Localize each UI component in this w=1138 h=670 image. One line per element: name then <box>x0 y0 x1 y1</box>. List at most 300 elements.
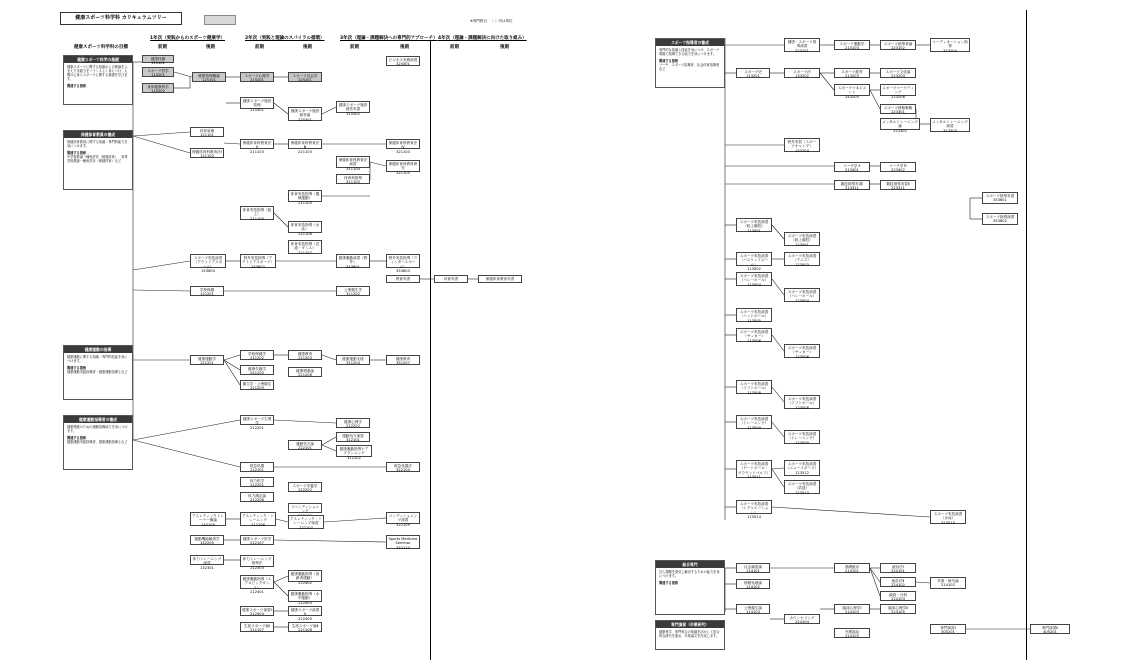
course-box <box>142 55 174 66</box>
goal-heading: 健康スポーツ科学科の目標 <box>74 45 128 50</box>
connector-line <box>133 261 190 270</box>
course-name: 介護福祉 <box>844 630 860 634</box>
course-name: スポーツ実技演習（バレーボール） <box>787 290 817 299</box>
connector-line <box>870 90 880 109</box>
course-name: 保健体育科教育法演習 <box>338 158 368 167</box>
course-code: 221106 <box>298 231 312 236</box>
course-code: 221203 <box>298 356 312 361</box>
course-name: スポーツ経営 <box>841 70 863 74</box>
course-name: 学校保健学 <box>248 352 266 356</box>
course-code: 223402 <box>891 168 905 173</box>
course-box <box>190 512 226 526</box>
course-box <box>190 148 224 158</box>
course-code: 353603 <box>396 269 410 274</box>
course-code: 223311 <box>891 186 905 191</box>
connector-line <box>772 335 784 351</box>
course-name: 公衆衛生学 <box>344 288 362 292</box>
goal-panel-description: 健康増進のための運動指導能力を身につけます。 <box>67 425 128 433</box>
course-box <box>834 180 870 190</box>
course-box <box>336 101 370 116</box>
course-code: 313515 <box>941 520 955 525</box>
course-box <box>930 577 966 589</box>
connector-line <box>772 387 784 402</box>
course-box <box>784 38 820 52</box>
course-code: 113504 <box>747 282 761 287</box>
course-box <box>736 563 770 573</box>
course-box <box>288 240 322 254</box>
course-name: 救急処置法 <box>394 464 412 468</box>
course-code: 222101 <box>298 446 312 451</box>
goal-panel-description: 自ら課題を発見し解決するための能力を身につけます。 <box>659 570 720 578</box>
course-box <box>240 350 274 360</box>
course-code: 311204 <box>346 361 360 366</box>
course-name: ビジネス実務演習 <box>388 58 418 62</box>
course-code: 223101 <box>795 48 809 53</box>
course-code: 351207 <box>396 361 410 366</box>
connector-line <box>870 568 880 582</box>
course-code: 222202 <box>298 488 312 493</box>
course-code: 214102 <box>941 583 955 588</box>
course-box <box>736 252 772 272</box>
course-name: コンディショニング演習 <box>388 514 418 523</box>
course-code: 113501 <box>747 228 761 233</box>
connector-line <box>274 103 288 114</box>
course-box <box>880 84 916 99</box>
goal-panel-description: 健康運動に関する知識・専門的技能を身につけます。 <box>67 355 128 363</box>
course-box <box>834 604 870 614</box>
course-code: 113509 <box>747 425 761 430</box>
connector-line <box>133 290 190 291</box>
course-code: 212101 <box>250 468 264 473</box>
course-box <box>288 107 322 121</box>
course-name: スポーツ実技演習（陸上競技） <box>787 234 817 243</box>
goal-panel-description: 専門的な知識と技能を身につけ、スポーツ現場で指導できる能力を身につけます。 <box>659 48 720 56</box>
course-name: 野外実技指導（アウトドアスポーツ） <box>242 256 274 265</box>
course-box <box>386 535 420 549</box>
course-code: 215301 <box>250 107 264 112</box>
course-name: 社会調査論 <box>744 565 762 569</box>
course-box <box>288 503 322 513</box>
course-name: スポーツ実技演習（ゲートボール・グラウンドゴルフ） <box>738 462 771 475</box>
course-code: 114101 <box>746 569 760 574</box>
term-y4-second: 後期 <box>500 45 509 50</box>
course-box <box>930 624 966 634</box>
course-box <box>880 68 916 78</box>
course-name: 健康運動演習（野外） <box>338 256 368 265</box>
course-name: スポーツ文化論 <box>885 70 911 74</box>
course-code: 313303 <box>943 128 957 133</box>
course-name: 健康スポーツ演習Ⅰ <box>242 608 272 612</box>
course-box <box>386 462 420 472</box>
goal-panel-title: 健康運動指導者の養成 <box>64 416 132 423</box>
course-box <box>142 67 174 77</box>
course-code: 322104 <box>396 468 410 473</box>
course-code: 353601 <box>993 198 1007 203</box>
course-box <box>288 482 322 492</box>
course-box <box>240 380 274 390</box>
course-box <box>1030 624 1070 634</box>
goal-panel-body <box>656 628 724 640</box>
course-code: 212206 <box>250 498 264 503</box>
course-code: 221206 <box>298 373 312 378</box>
course-code: 153604 <box>201 269 215 274</box>
course-box <box>736 380 772 394</box>
course-name: スポーツ心理学 <box>244 74 270 78</box>
course-code: 243602 <box>251 264 265 269</box>
course-box <box>880 104 916 114</box>
course-name: リコンディショニング <box>290 505 320 514</box>
connector-line <box>772 422 784 437</box>
course-code: 221209 <box>250 386 264 391</box>
course-name: アスレティック・トレーニング演習 <box>290 517 322 526</box>
course-name: 保健体育科教育法Ⅰ <box>192 150 222 154</box>
course-name: 救急処置 <box>249 464 265 468</box>
connector-line <box>870 568 880 596</box>
course-box <box>834 162 870 172</box>
course-box <box>784 460 820 476</box>
course-box <box>240 254 276 268</box>
course-name: 臨床心理学Ⅱ <box>888 606 908 610</box>
term-y3-first: 前期 <box>350 45 359 50</box>
course-name: スポーツ史 <box>744 70 762 74</box>
goal-panel-qual-label: 関連する資格 <box>659 581 679 585</box>
course-name: スポーツ実技演習（ソフトボール） <box>739 382 769 391</box>
year-1-heading: 1年次（実践からのスポーツ健康学） <box>150 36 225 41</box>
course-box <box>784 68 820 78</box>
course-box <box>288 622 322 632</box>
course-box <box>386 139 420 154</box>
course-name: 統計法Ⅱ <box>891 579 905 583</box>
course-box <box>288 440 322 450</box>
course-name: コーチ学Ａ <box>843 164 861 168</box>
course-code: 221103 <box>298 149 312 154</box>
course-name: 統計法Ⅰ <box>892 565 904 569</box>
course-name: 保健体育科教育法Ⅳ <box>388 141 418 150</box>
course-box <box>736 308 772 322</box>
course-box <box>834 628 870 638</box>
course-code: 214101 <box>845 569 859 574</box>
course-name: 体力トレーニング演習 <box>192 557 222 566</box>
goal-panel <box>655 38 725 88</box>
connector-line <box>274 420 336 423</box>
course-name: スポーツ実技演習（ハンドボール） <box>739 310 769 319</box>
course-box <box>190 286 224 296</box>
goal-panel-qual-label: 関連する資格 <box>67 436 87 440</box>
course-name: カウンセリング <box>789 616 815 620</box>
course-box <box>288 350 322 360</box>
course-box <box>336 355 370 365</box>
course-box <box>240 622 274 632</box>
course-name: 臨床心理学Ⅰ <box>842 606 862 610</box>
course-box <box>336 432 370 442</box>
course-box <box>478 275 522 283</box>
connector-line <box>916 582 930 583</box>
course-code: 223302 <box>893 128 907 133</box>
term-y4-first: 前期 <box>450 45 459 50</box>
course-box <box>784 252 820 266</box>
course-code: 224104 <box>795 620 809 625</box>
course-code: 312101 <box>346 438 360 443</box>
course-code: 113506 <box>747 338 761 343</box>
goal-panel-qualifications: 健康運動実践指導者・健康運動指導士など <box>67 370 128 374</box>
goal-panel <box>63 55 133 105</box>
connector-line <box>274 582 288 596</box>
course-box <box>288 367 322 377</box>
course-code: 215201 <box>250 78 264 83</box>
connector-line <box>772 279 784 295</box>
course-name: 基礎統計 <box>844 565 860 569</box>
course-name: アスレティックトレーナー概論 <box>192 514 224 523</box>
course-name: スポーツ実技演習（バレーボール） <box>739 274 769 283</box>
course-name: 健康増進論 <box>296 369 314 373</box>
course-box <box>386 275 420 283</box>
course-code: 315302 <box>346 111 360 116</box>
course-name: 運動処方論 <box>296 442 314 446</box>
course-name: メンタルトレーニング論 <box>882 120 918 129</box>
course-name: 体育実技指導（陸上） <box>242 208 272 217</box>
course-name: 生涯スポーツ論Ⅱ <box>291 624 319 628</box>
course-box <box>288 221 322 236</box>
course-code: 221108 <box>298 628 312 633</box>
course-box <box>736 415 772 429</box>
course-code: 113201 <box>746 74 760 79</box>
course-code: 113514 <box>747 515 761 520</box>
course-code: 222107 <box>299 525 313 530</box>
course-name: スポーツマーケティング <box>882 86 914 95</box>
course-name: 公衆衛生論 <box>744 606 762 610</box>
course-name: スポーツ実技演習（サッカー） <box>739 330 769 339</box>
course-name: 健康スポーツ施設経営論 <box>290 109 320 118</box>
course-code: 211105 <box>250 216 264 221</box>
course-code: 211107 <box>250 628 264 633</box>
course-box <box>192 72 226 82</box>
goal-panel <box>63 130 133 190</box>
course-box <box>834 563 870 573</box>
course-code: 214105 <box>845 634 859 639</box>
course-box <box>336 156 370 171</box>
course-code: 123503 <box>795 262 809 267</box>
connector-line <box>274 540 386 542</box>
connector-line <box>370 162 386 166</box>
course-code: 212202 <box>346 424 360 429</box>
connector-line <box>772 507 930 517</box>
goal-panel-body <box>64 423 132 446</box>
term-y1-first: 前期 <box>158 45 167 50</box>
course-code: 222403 <box>298 600 312 605</box>
course-code: 211105 <box>298 200 312 205</box>
course-name: 情報処理論 <box>744 581 762 585</box>
course-code: 115201 <box>151 73 165 78</box>
course-name: スポーツ実技演習（アウトドアスポーツ） <box>193 256 223 269</box>
course-box <box>336 445 372 460</box>
course-code: 142205 <box>200 541 214 546</box>
course-code: 115202 <box>151 89 165 94</box>
course-box <box>880 118 920 133</box>
course-name: スポーツ実技演習（サッカー） <box>787 346 817 355</box>
course-code: 223301 <box>891 110 905 115</box>
course-name: 健康教育 <box>297 352 313 356</box>
course-box <box>240 535 274 545</box>
course-code: 115101 <box>151 61 165 66</box>
course-name: 保健体育科教育法Ⅲ <box>290 141 320 150</box>
course-name: スポーツ実技演習（バスケットボール） <box>739 254 769 267</box>
connector-line <box>772 225 784 239</box>
connector-line <box>133 440 240 467</box>
course-code: 352110 <box>396 545 410 550</box>
course-code: 123504 <box>795 298 809 303</box>
course-name: スポーツ実技演習（水泳） <box>933 512 963 521</box>
course-box <box>736 579 770 589</box>
course-code: 113502 <box>747 267 761 272</box>
course-box <box>240 365 274 375</box>
course-name: 健康運動指導（水中運動） <box>290 592 320 601</box>
course-name: 運動処方演習 <box>342 434 364 438</box>
unit-note: ※専門教目：（ ）内は単位 <box>470 19 513 23</box>
course-code: 223206 <box>891 94 905 99</box>
goal-panel-title: スポーツ指導者の養成 <box>656 39 724 46</box>
course-name: 運動機能解剖学 <box>194 537 220 541</box>
course-box <box>336 286 370 296</box>
course-name: 専門演習Ⅱ <box>1041 626 1059 630</box>
course-code: 241205 <box>250 371 264 376</box>
course-name: 健康体操 <box>150 57 166 61</box>
course-name: 健康スポーツ施設経営実習 <box>338 103 368 112</box>
goal-panel-qualifications: 健康運動実践指導者、健康運動指導士など <box>67 440 128 444</box>
course-box <box>880 162 916 172</box>
goal-panel-description: 健康スポーツに関する知識および理論をふまえた実践力をバランスよく身につけ、人間の心身とスポーツに関する基礎を学びます。 <box>67 65 128 81</box>
course-code: 321105 <box>396 170 410 175</box>
course-box <box>784 430 820 444</box>
connector-line <box>322 445 336 451</box>
course-code: 123509 <box>795 440 809 445</box>
connector-line <box>276 519 288 522</box>
course-code: 212106 <box>251 522 265 527</box>
course-name: スポーツ哲学 <box>147 69 169 73</box>
course-code: 225301 <box>298 117 312 122</box>
course-name: 体育実技指導（器械運動） <box>290 192 320 201</box>
course-code: 212201 <box>250 425 264 430</box>
course-name: 衛生学・公衆衛生 <box>242 382 272 386</box>
goal-panel <box>63 345 133 400</box>
page-title: 健康スポーツ科学科 カリキュラムツリー <box>60 12 182 25</box>
course-box <box>288 515 324 529</box>
course-name: 体育原理 <box>199 129 215 133</box>
connector-line <box>820 73 834 90</box>
course-box <box>288 606 322 621</box>
course-code: 213311 <box>845 186 859 191</box>
goal-panel-title: 専門演習（卒業研究） <box>656 621 724 628</box>
course-name: スポーツマネジメント <box>837 86 867 95</box>
course-box <box>386 512 420 527</box>
course-box <box>434 275 468 283</box>
course-box <box>930 118 970 132</box>
course-box <box>190 254 226 274</box>
course-name: コーディネーション指導 <box>932 40 968 49</box>
course-name: 健康運動学 <box>198 357 216 361</box>
goal-panel-body <box>64 138 132 165</box>
course-name: 教育実習 <box>395 277 411 281</box>
goal-panel-body <box>656 46 724 73</box>
course-name: 身体健康科学 <box>147 85 169 89</box>
course-code: 121201 <box>200 292 214 297</box>
course-box <box>240 72 274 82</box>
course-code: 223102 <box>891 46 905 51</box>
course-name: 体力トレーニング指導法 <box>242 557 272 566</box>
course-name: 健康教育 <box>395 357 411 361</box>
course-code: 125101 <box>202 78 216 83</box>
course-box <box>240 97 274 112</box>
course-code: 113505 <box>747 318 761 323</box>
course-name: スポーツ実技演習（レクリエーション） <box>739 502 769 515</box>
course-code: 221107 <box>298 250 312 255</box>
course-box <box>288 139 322 154</box>
course-box <box>930 38 970 52</box>
course-name: 調査・分析 <box>889 593 907 597</box>
course-code: 123506 <box>795 354 809 359</box>
course-code: 114102 <box>746 585 760 590</box>
course-name: スポーツ指導実習 <box>985 194 1015 198</box>
goal-panel <box>63 415 133 470</box>
course-name: 競技指導実習Ⅰ <box>840 182 864 186</box>
course-name: 競技指導実習Ⅱ <box>886 182 910 186</box>
course-name: 健康運動指導（高齢者運動） <box>290 572 320 581</box>
connector-line <box>772 469 784 487</box>
course-box <box>736 328 772 342</box>
course-code: 123512 <box>795 470 809 475</box>
goal-panel-title: 健康運動の指導 <box>64 346 132 353</box>
course-box <box>336 418 370 428</box>
connector-line <box>174 72 192 77</box>
connector-line <box>322 437 336 445</box>
course-box <box>240 415 274 430</box>
year-3-heading: 3年次（理論・課題解決への専門的アプローチ） <box>340 36 438 41</box>
course-code: 212201 <box>250 483 264 488</box>
course-name: 体育実習 <box>443 277 459 281</box>
course-name: スポーツ実技演習（武道） <box>787 482 817 491</box>
course-name: スポーツ指導演習 <box>985 215 1015 219</box>
course-box <box>240 477 274 487</box>
course-name: スポーツ実技演習（ニュースポーツ） <box>786 462 819 471</box>
course-name: 健康スポーツ施設管理 <box>242 99 272 108</box>
course-code: 212404 <box>250 612 264 617</box>
course-code: 121201 <box>200 361 214 366</box>
goal-panel-title: 保健体育教員の養成 <box>64 131 132 138</box>
year-2-heading: 2年次（実践と理論のスパイラル循環） <box>245 36 325 41</box>
goal-panel-qual-label: 関連する資格 <box>67 151 87 155</box>
course-name: スポーツ社会学 <box>292 74 318 78</box>
connector-line <box>133 132 190 136</box>
course-name: スポーツ実技演習（トレーニング） <box>787 432 817 441</box>
course-code: 213103 <box>845 46 859 51</box>
goal-panel-qual-label: 関連する資格 <box>659 59 679 63</box>
course-name: スポーツ情報戦略 <box>883 106 913 110</box>
course-box <box>784 344 820 358</box>
course-box <box>386 355 420 365</box>
course-code: 123508 <box>795 405 809 410</box>
course-box <box>288 570 322 585</box>
course-code: 222402 <box>298 580 312 585</box>
course-box <box>880 40 916 50</box>
goal-panel-body <box>64 63 132 90</box>
course-code: 225201 <box>298 78 312 83</box>
connector-line <box>322 355 336 360</box>
course-box <box>736 460 772 478</box>
course-code: 123513 <box>795 490 809 495</box>
course-box <box>834 68 870 78</box>
term-y1-second: 後期 <box>206 45 215 50</box>
course-box <box>336 254 370 268</box>
course-code: 153704 <box>795 148 809 153</box>
